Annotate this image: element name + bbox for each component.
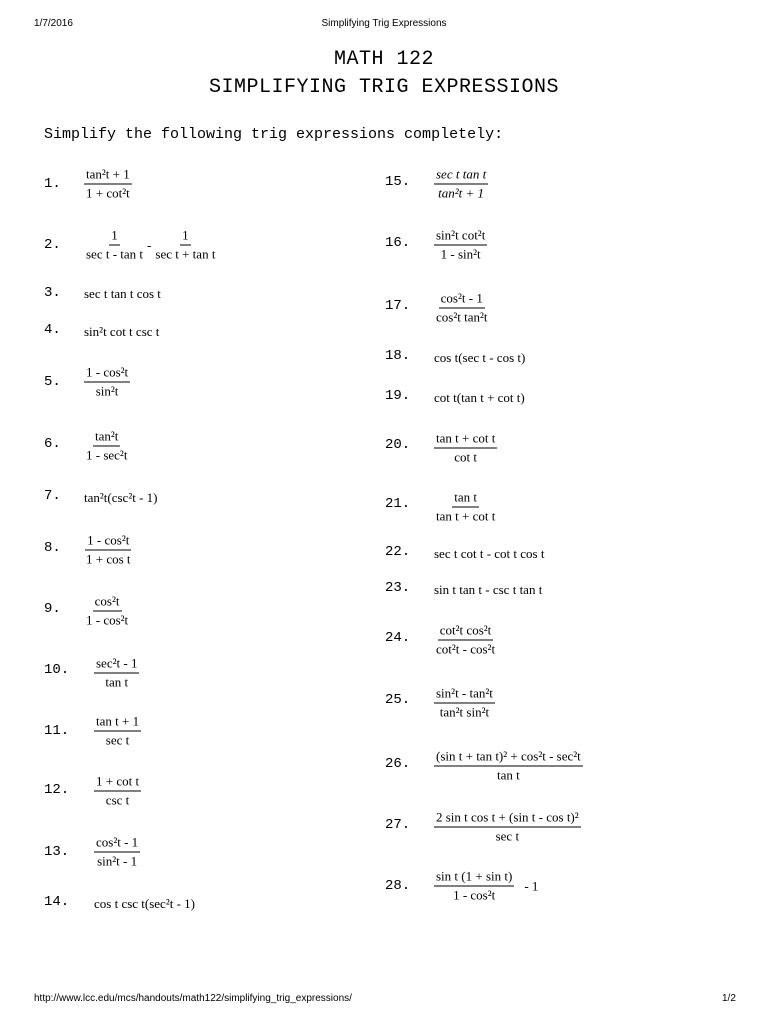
print-header-title: Simplifying Trig Expressions bbox=[321, 18, 447, 29]
problem-expression: $\frac{\text{2 sin t cos t + (sin t - cos t)²}}{\text{sec t}}$ bbox=[436, 809, 579, 844]
problem-number: 4. bbox=[44, 322, 61, 338]
problem-number: 21. bbox=[385, 496, 411, 512]
problem-expression: sec t cot t - cot t cos t bbox=[434, 546, 545, 561]
problem-number: 11. bbox=[44, 723, 70, 739]
problem-number: 16. bbox=[385, 235, 411, 251]
problem-expression: $\frac{\text{cos²t - 1}}{\text{sin²t - 1}}$ bbox=[96, 834, 139, 869]
problem-expression: sin t tan t - csc t tan t bbox=[434, 582, 543, 597]
page-number: 1/2 bbox=[722, 993, 736, 1004]
problem-expression: sec t tan t cos t bbox=[84, 286, 161, 301]
problem-number: 18. bbox=[385, 348, 411, 364]
problem-number: 14. bbox=[44, 894, 70, 910]
problem-number: 28. bbox=[385, 878, 411, 894]
page-title: MATH 122 bbox=[333, 48, 434, 71]
problem-number: 13. bbox=[44, 844, 70, 860]
problem-number: 10. bbox=[44, 662, 70, 678]
problem-expression: $\frac{\text{sec²t - 1}}{\text{tan t}}$ bbox=[96, 655, 138, 690]
problem-expression: sin²t cot t csc t bbox=[84, 324, 160, 339]
page-subtitle: SIMPLIFYING TRIG EXPRESSIONS bbox=[208, 76, 560, 99]
problem-number: 19. bbox=[385, 388, 411, 404]
problem-number: 17. bbox=[385, 298, 411, 314]
problem-expression: $\frac{1}{\text{sec t - tan t}}$ - $\frac{1}{\text{sec t + tan t}}$ bbox=[86, 227, 216, 262]
problem-number: 22. bbox=[385, 544, 411, 560]
problem-number: 5. bbox=[44, 374, 61, 390]
problem-expression: $\frac{\text{tan t}}{\text{tan t + cot t}}$ bbox=[436, 489, 496, 524]
problem-number: 12. bbox=[44, 782, 70, 798]
problem-expression: $\frac{\text{tan t + cot t}}{\text{cot t}}$ bbox=[436, 430, 496, 465]
problem-number: 25. bbox=[385, 692, 411, 708]
problem-number: 7. bbox=[44, 488, 61, 504]
problem-expression: $\frac{\text{sec t tan t}}{\text{tan²t + 1}}$ bbox=[436, 166, 487, 201]
problem-number: 3. bbox=[44, 285, 61, 301]
problem-expression: tan²t(csc²t - 1) bbox=[84, 490, 158, 505]
problem-expression: cos t(sec t - cos t) bbox=[434, 350, 526, 365]
problem-expression: $\frac{\text{cos²t - 1}}{\text{cos²t tan²t}}$ bbox=[436, 290, 488, 325]
problem-expression: $\frac{\text{1 - cos²t}}{\text{sin²t}}$ bbox=[86, 364, 129, 399]
problem-number: 27. bbox=[385, 817, 411, 833]
problem-number: 24. bbox=[385, 630, 411, 646]
problem-number: 6. bbox=[44, 436, 61, 452]
problem-number: 1. bbox=[44, 176, 61, 192]
problem-expression: cos t csc t(sec²t - 1) bbox=[94, 896, 195, 911]
problem-expression: $\frac{\text{tan t + 1}}{\text{sec t}}$ bbox=[96, 713, 140, 748]
instructions: Simplify the following trig expressions completely: bbox=[44, 126, 504, 143]
problem-expression: $\frac{\text{cot²t cos²t}}{\text{cot²t - cos²t}}$ bbox=[436, 622, 496, 657]
page-url[interactable]: http://www.lcc.edu/mcs/handouts/math122/simplifying_trig_expressions/ bbox=[34, 993, 352, 1004]
problem-number: 9. bbox=[44, 601, 61, 617]
problem-expression: $\frac{\text{tan²t + 1}}{\text{1 + cot²t}}$ bbox=[86, 166, 130, 201]
problem-number: 26. bbox=[385, 756, 411, 772]
problem-number: 8. bbox=[44, 540, 61, 556]
print-date: 1/7/2016 bbox=[34, 18, 73, 29]
problem-expression: cot t(tan t + cot t) bbox=[434, 390, 525, 405]
problem-expression: $\frac{\text{cos²t}}{\text{1 - cos²t}}$ bbox=[86, 593, 129, 628]
problem-expression: $\frac{\text{sin t (1 + sin t)}}{\text{1 - cos²t}}$ - 1 bbox=[436, 868, 539, 903]
problem-expression: $\frac{\text{sin²t - tan²t}}{\text{tan²t sin²t}}$ bbox=[436, 685, 493, 720]
problem-number: 23. bbox=[385, 580, 411, 596]
problem-expression: $\frac{\text{1 + cot t}}{\text{csc t}}$ bbox=[96, 773, 140, 808]
problem-expression: $\frac{\text{1 - cos²t}}{\text{1 + cos t}}$ bbox=[86, 532, 131, 567]
problem-number: 15. bbox=[385, 174, 411, 190]
problem-number: 2. bbox=[44, 237, 61, 253]
problem-expression: $\frac{\text{(sin t + tan t)² + cos²t - sec²t}}{\text{tan t}}$ bbox=[436, 748, 581, 783]
problem-expression: $\frac{\text{sin²t cot²t}}{\text{1 - sin²t}}$ bbox=[436, 227, 486, 262]
problem-number: 20. bbox=[385, 437, 411, 453]
problem-expression: $\frac{\text{tan²t}}{\text{1 - sec²t}}$ bbox=[86, 428, 128, 463]
